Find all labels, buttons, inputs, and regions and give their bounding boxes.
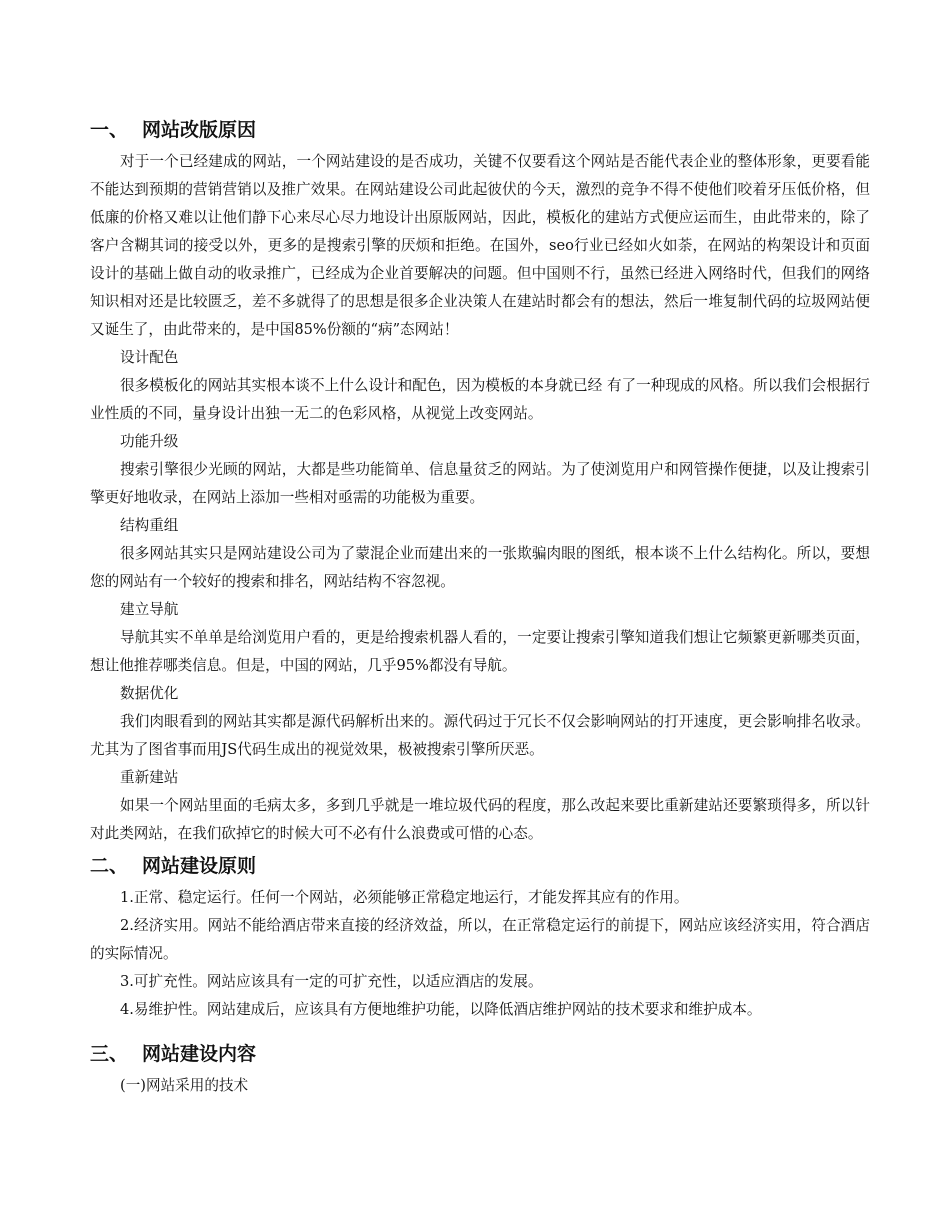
subheading-structure: 结构重组 [120,517,179,534]
section-number: 二、 [90,855,129,877]
paragraph-color-design: 很多模板化的网站其实根本谈不上什么设计和配色，因为模板的本身就已经 有了一种现成的风格。所以我们会根据行业性质的不同，量身设计出独一无二的色彩风格，从视觉上改变网站。 [90,377,870,422]
principle-item: 4.易维护性。网站建成后，应该具有方便地维护功能，以降低酒店维护网站的技术要求和维护成本。 [120,1001,762,1018]
document-page [90,112,870,1100]
paragraph-feature-upgrade: 搜索引擎很少光顾的网站，大都是些功能简单、信息量贫乏的网站。为了使浏览用户和网管操作便捷，以及让搜索引擎更好地收录，在网站上添加一些相对亟需的功能极为重要。 [90,461,870,506]
section-heading-1 [90,112,870,148]
subsection-heading: (一)网站采用的技术 [120,1077,249,1094]
principle-item: 3.可扩充性。网站应该具有一定的可扩充性，以适应酒店的发展。 [120,973,543,990]
subheading-rebuild: 重新建站 [120,769,179,786]
section-number: 一、 [90,119,129,141]
section-title: 网站改版原因 [142,119,257,141]
paragraph-navigation: 导航其实不单单是给浏览用户看的，更是给搜索机器人看的，一定要让搜索引擎知道我们想让它频繁更新哪类页面，想让他推荐哪类信息。但是，中国的网站，几乎95%都没有导航。 [90,629,870,674]
subheading-feature-upgrade: 功能升级 [120,433,179,450]
subheading-data-optimization: 数据优化 [120,685,179,702]
section-intro-paragraph: 对于一个已经建成的网站，一个网站建设的是否成功，关键不仅要看这个网站是否能代表企业的整体形象，更要看能不能达到预期的营销营销以及推广效果。在网站建设公司此起彼伏的今天，激烈的竞争不得不使他们咬着牙压低价格，但低廉的价格又难以让他们静下心来尽心尽力地设计出原版网站，因此，模板化的建站方式便应运而生，由此带来的，除了客户含糊其词的接受以外，更多的是搜索引擎的厌烦和拒绝。在国外，seo行业已经如火如荼，在网站的构架设计和页面设计的基础上做自动的收录推广，已经成为企业首要解决的问题。但中国则不行，虽然已经进入网络时代，但我们的网络知识相对还是比较匮乏，差不多就得了的思想是很多企业决策人在建站时都会有的想法，然后一堆复制代码的垃圾网站便又诞生了，由此带来的，是中国85%份额的“病”态网站！ [90,153,870,338]
subheading-color-design: 设计配色 [120,349,179,366]
section-title: 网站建设内容 [142,1043,257,1065]
principle-item: 1.正常、稳定运行。任何一个网站，必须能够正常稳定地运行，才能发挥其应有的作用。 [120,889,689,906]
section-number: 三、 [90,1043,129,1065]
section-title: 网站建设原则 [142,855,257,877]
principle-item: 2.经济实用。网站不能给酒店带来直接的经济效益，所以，在正常稳定运行的前提下，网站应该经济实用，符合酒店的实际情况。 [90,917,870,962]
spacer [90,1024,870,1036]
section-heading-2 [90,848,870,884]
paragraph-data-optimization: 我们肉眼看到的网站其实都是源代码解析出来的。源代码过于冗长不仅会影响网站的打开速度，更会影响排名收录。尤其为了图省事而用JS代码生成出的视觉效果，极被搜索引擎所厌恶。 [90,713,870,758]
paragraph-structure: 很多网站其实只是网站建设公司为了蒙混企业而建出来的一张欺骗肉眼的图纸，根本谈不上什么结构化。所以，要想您的网站有一个较好的搜索和排名，网站结构不容忽视。 [90,545,870,590]
paragraph-rebuild: 如果一个网站里面的毛病太多，多到几乎就是一堆垃圾代码的程度，那么改起来要比重新建站还要繁琐得多，所以针对此类网站，在我们砍掉它的时候大可不必有什么浪费或可惜的心态。 [90,797,870,842]
subheading-navigation: 建立导航 [120,601,179,618]
section-heading-3 [90,1036,870,1072]
